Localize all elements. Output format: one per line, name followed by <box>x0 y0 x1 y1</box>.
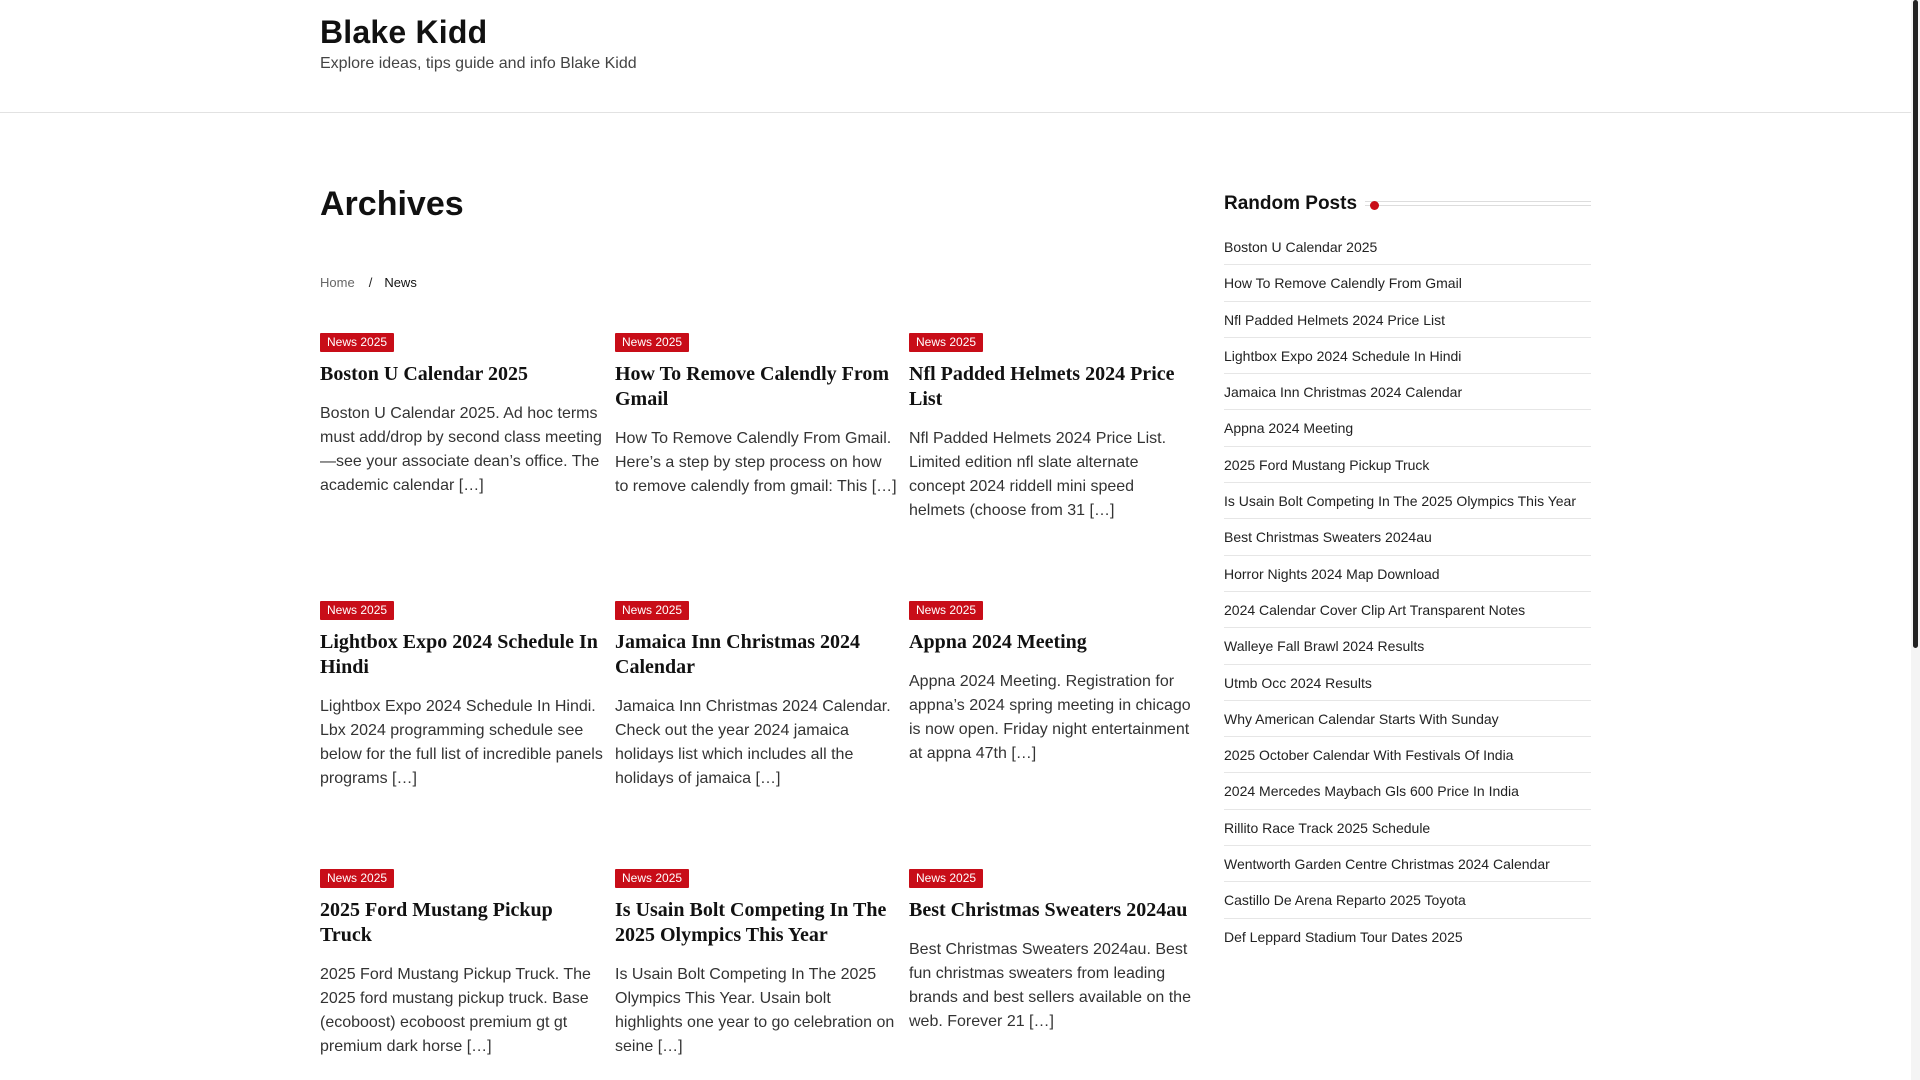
post-title[interactable]: Jamaica Inn Christmas 2024 Calendar <box>615 631 861 678</box>
post-card <box>615 333 899 499</box>
page-title: Archives <box>320 185 464 223</box>
site-title[interactable]: Blake Kidd <box>320 14 488 50</box>
category-badge[interactable]: News 2025 <box>320 601 394 620</box>
random-post-link[interactable]: Rillito Race Track 2025 Schedule <box>1224 810 1591 846</box>
post-card <box>615 869 899 1059</box>
widget-header <box>1224 193 1591 217</box>
category-badge[interactable]: News 2025 <box>615 601 689 620</box>
post-title[interactable]: Boston U Calendar 2025 <box>320 363 528 385</box>
sidebar <box>1224 193 1591 955</box>
random-post-link[interactable]: Appna 2024 Meeting <box>1224 410 1591 446</box>
main-content <box>320 185 1200 1055</box>
random-post-link[interactable]: Walleye Fall Brawl 2024 Results <box>1224 628 1591 664</box>
post-title[interactable]: Lightbox Expo 2024 Schedule In Hindi <box>320 631 598 678</box>
post-card <box>909 601 1193 766</box>
post-excerpt: Lightbox Expo 2024 Schedule In Hindi. Lbx 2024 programming schedule see below for the full list of incredible panels programs […] <box>320 698 603 787</box>
breadcrumb-home-link[interactable]: Home <box>320 275 355 290</box>
post-title[interactable]: 2025 Ford Mustang Pickup Truck <box>320 899 553 946</box>
category-badge[interactable]: News 2025 <box>615 869 689 888</box>
random-post-link[interactable]: Is Usain Bolt Competing In The 2025 Olympics This Year <box>1224 483 1591 519</box>
site-description: Explore ideas, tips guide and info Blake Kidd <box>320 55 637 72</box>
post-excerpt: Is Usain Bolt Competing In The 2025 Olympics This Year. Usain bolt highlights one year to go celebration on seine […] <box>615 966 895 1055</box>
random-post-link[interactable]: 2025 October Calendar With Festivals Of India <box>1224 737 1591 773</box>
post-card <box>320 333 604 498</box>
random-post-link[interactable]: Castillo De Arena Reparto 2025 Toyota <box>1224 882 1591 918</box>
category-badge[interactable]: News 2025 <box>615 333 689 352</box>
post-title[interactable]: Appna 2024 Meeting <box>909 631 1087 653</box>
random-post-link[interactable]: How To Remove Calendly From Gmail <box>1224 265 1591 301</box>
random-post-link[interactable]: Utmb Occ 2024 Results <box>1224 665 1591 701</box>
category-badge[interactable]: News 2025 <box>909 869 983 888</box>
random-post-link[interactable]: Def Leppard Stadium Tour Dates 2025 <box>1224 928 1463 945</box>
post-card <box>909 869 1193 1034</box>
post-excerpt: Jamaica Inn Christmas 2024 Calendar. Check out the year 2024 jamaica holidays list which includes all the holidays of jamaica […] <box>615 698 891 787</box>
dot-icon <box>1370 201 1379 210</box>
category-badge[interactable]: News 2025 <box>320 869 394 888</box>
random-post-link[interactable]: Boston U Calendar 2025 <box>1224 229 1591 265</box>
post-excerpt: Appna 2024 Meeting. Registration for appna’s 2024 spring meeting in chicago is now open. Friday night entertainment at appna 47th […] <box>909 673 1191 762</box>
random-post-link[interactable]: 2024 Calendar Cover Clip Art Transparent Notes <box>1224 592 1591 628</box>
post-excerpt: How To Remove Calendly From Gmail. Here’s a step by step process on how to remove calendly from gmail: This […] <box>615 430 897 495</box>
breadcrumb-separator: / <box>368 275 373 290</box>
post-excerpt: Best Christmas Sweaters 2024au. Best fun christmas sweaters from leading brands and best sellers available on the web. Forever 21 […] <box>909 941 1191 1030</box>
post-excerpt: Nfl Padded Helmets 2024 Price List. Limited edition nfl slate alternate concept 2024 riddell mini speed helmets (choose from 31 […] <box>909 430 1167 519</box>
random-post-link[interactable]: 2024 Mercedes Maybach Gls 600 Price In India <box>1224 773 1591 809</box>
random-post-link[interactable]: Nfl Padded Helmets 2024 Price List <box>1224 302 1591 338</box>
post-excerpt: Boston U Calendar 2025. Ad hoc terms must add/drop by second class meeting—see your associate dean’s office. The academic calendar […] <box>320 405 602 494</box>
post-title[interactable]: Best Christmas Sweaters 2024au <box>909 899 1188 921</box>
post-title[interactable]: How To Remove Calendly From Gmail <box>615 363 890 410</box>
post-card <box>320 601 604 791</box>
random-post-link[interactable]: 2025 Ford Mustang Pickup Truck <box>1224 447 1591 483</box>
post-card <box>909 333 1193 523</box>
widget-title: Random Posts <box>1224 193 1365 215</box>
random-post-link[interactable]: Horror Nights 2024 Map Download <box>1224 556 1591 592</box>
random-post-link[interactable]: Why American Calendar Starts With Sunday <box>1224 701 1591 737</box>
random-posts-list <box>1224 229 1591 955</box>
post-card <box>320 869 604 1059</box>
breadcrumb-current: News <box>384 275 417 290</box>
category-badge[interactable]: News 2025 <box>320 333 394 352</box>
category-badge[interactable]: News 2025 <box>909 601 983 620</box>
post-card <box>615 601 899 791</box>
category-badge[interactable]: News 2025 <box>909 333 983 352</box>
random-post-link[interactable]: Best Christmas Sweaters 2024au <box>1224 519 1591 555</box>
scrollbar-thumb[interactable] <box>1913 0 1918 648</box>
post-title[interactable]: Is Usain Bolt Competing In The 2025 Olympics This Year <box>615 899 887 946</box>
random-post-link[interactable]: Lightbox Expo 2024 Schedule In Hindi <box>1224 338 1591 374</box>
post-title[interactable]: Nfl Padded Helmets 2024 Price List <box>909 363 1175 410</box>
random-post-link[interactable]: Jamaica Inn Christmas 2024 Calendar <box>1224 374 1591 410</box>
site-header <box>0 0 1911 113</box>
breadcrumb <box>320 275 417 290</box>
post-excerpt: 2025 Ford Mustang Pickup Truck. The 2025 ford mustang pickup truck. Base (ecoboost) ecoboost premium gt gt premium dark horse […] <box>320 966 591 1055</box>
random-post-link[interactable]: Wentworth Garden Centre Christmas 2024 Calendar <box>1224 846 1591 882</box>
